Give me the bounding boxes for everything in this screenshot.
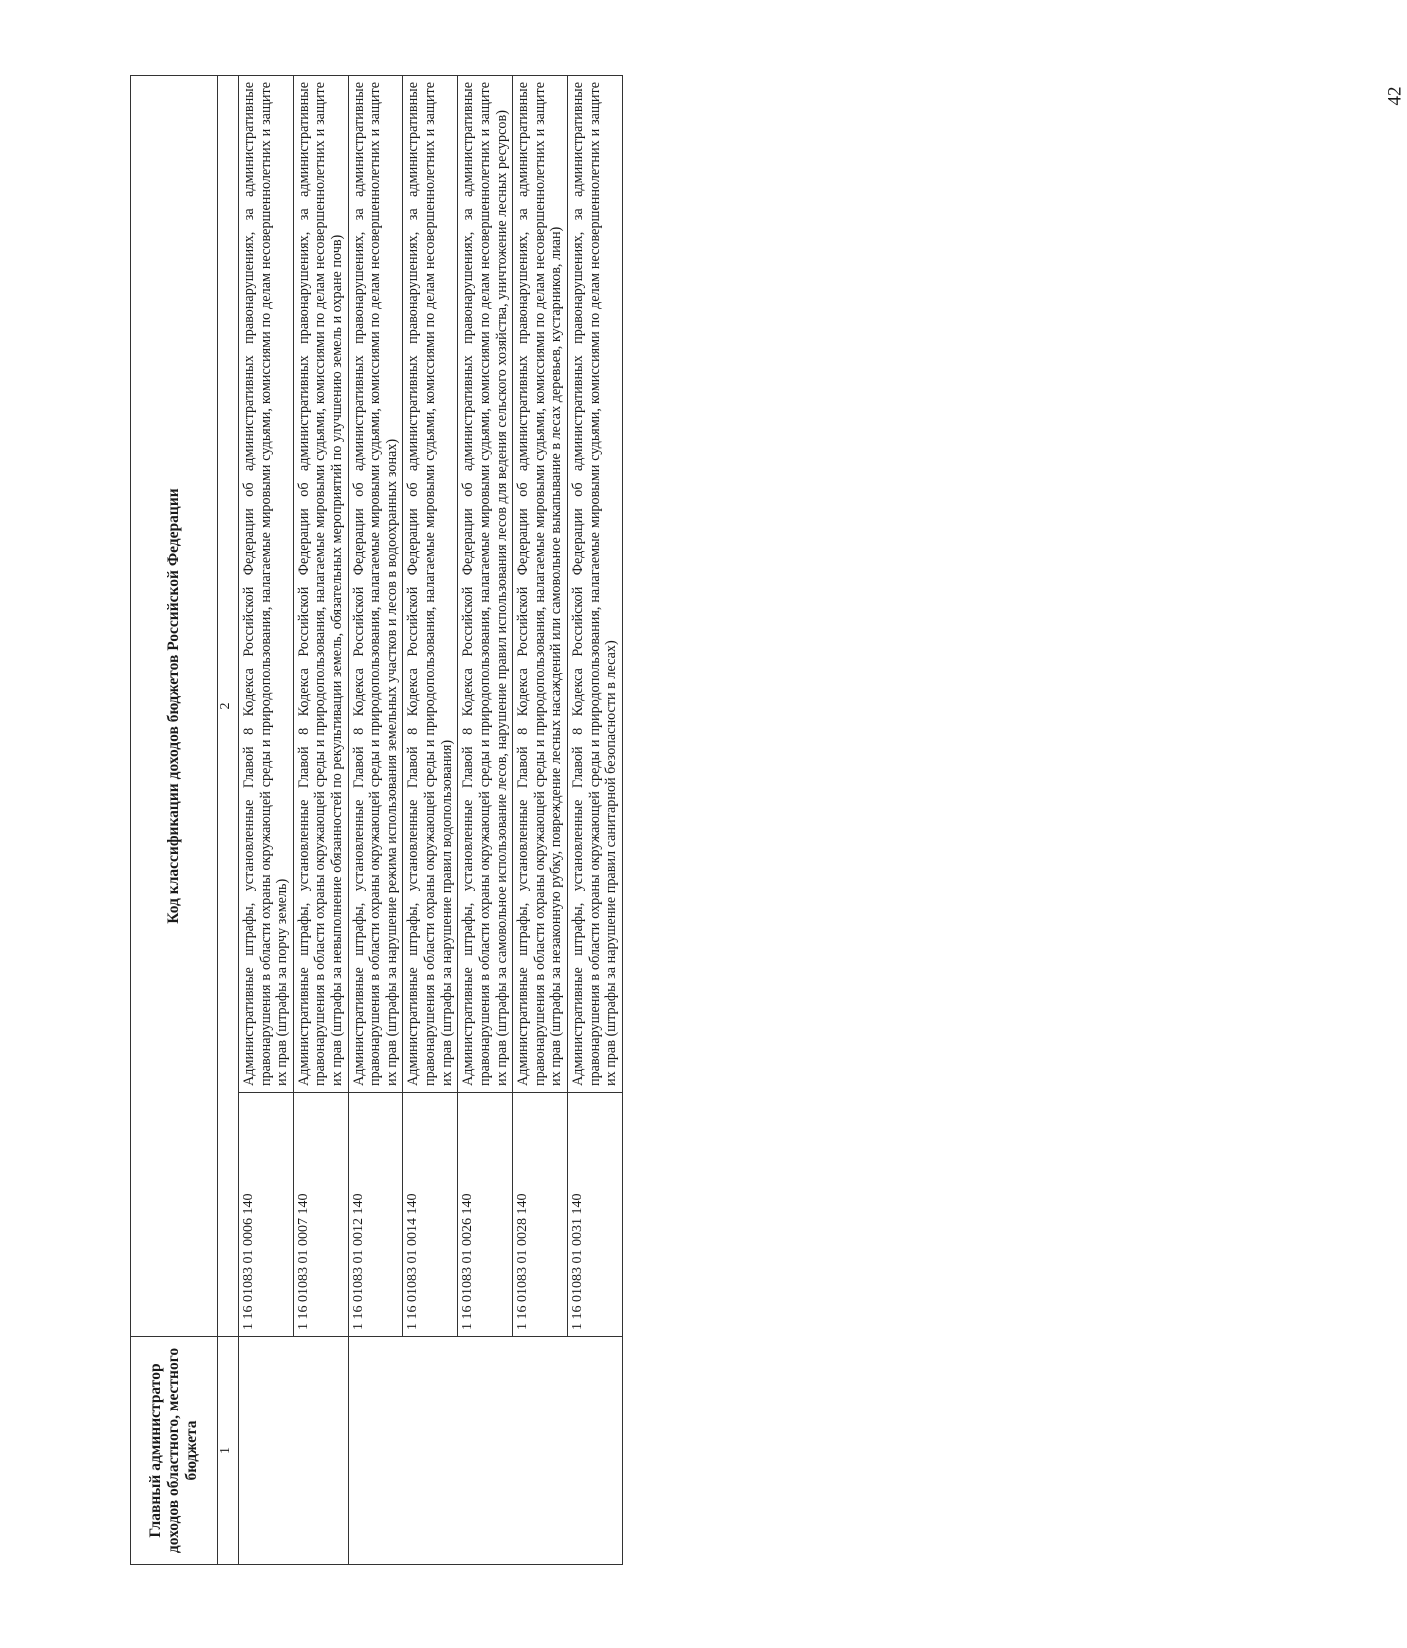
classification-description: Административные штрафы, установленные Главой 8 Кодекса Российской Федерации об административных правонарушениях, за административные правонарушения в области охраны окружающей среды и природопользования, налагаемые мировыми судьями, комиссиями по делам несовершеннолетних и защите их прав (штрафы за невыполнение обязанностей по рекультивации земель, обязательных мероприятий по улучшению земель и охране почв): [293, 76, 348, 1093]
column-number-row: [218, 76, 239, 1565]
classification-code: 1 16 01083 01 0028 140: [513, 1093, 568, 1337]
admin-cell: [239, 1337, 349, 1565]
classification-description: Административные штрафы, установленные Главой 8 Кодекса Российской Федерации об административных правонарушениях, за административные правонарушения в области охраны окружающей среды и природопользования, налагаемые мировыми судьями, комиссиями по делам несовершеннолетних и защите их прав (штрафы за порчу земель): [239, 76, 294, 1093]
classification-code: 1 16 01083 01 0014 140: [403, 1093, 458, 1337]
classification-code: 1 16 01083 01 0026 140: [458, 1093, 513, 1337]
revenue-classification-table: [130, 75, 623, 1565]
classification-description: Административные штрафы, установленные Главой 8 Кодекса Российской Федерации об административных правонарушениях, за административные правонарушения в области охраны окружающей среды и природопользования, налагаемые мировыми судьями, комиссиями по делам несовершеннолетних и защите их прав (штрафы за нарушение правил водопользования): [403, 76, 458, 1093]
classification-code: 1 16 01083 01 0006 140: [239, 1093, 294, 1337]
header-classification: Код классификации доходов бюджетов Российской Федерации: [131, 76, 218, 1337]
header-admin: Главный администратор доходов областного, местного бюджета: [131, 1337, 218, 1565]
table-row: [348, 76, 403, 1565]
column-number-1: 1: [218, 1337, 239, 1565]
column-number-2: 2: [218, 76, 239, 1337]
admin-cell: [348, 1337, 622, 1565]
classification-code: 1 16 01083 01 0007 140: [293, 1093, 348, 1337]
classification-code: 1 16 01083 01 0012 140: [348, 1093, 403, 1337]
classification-description: Административные штрафы, установленные Главой 8 Кодекса Российской Федерации об административных правонарушениях, за административные правонарушения в области охраны окружающей среды и природопользования, налагаемые мировыми судьями, комиссиями по делам несовершеннолетних и защите их прав (штрафы за нарушение режима использования земельных участков и лесов в водоохранных зонах): [348, 76, 403, 1093]
table-header-row: [131, 76, 218, 1565]
classification-description: Административные штрафы, установленные Главой 8 Кодекса Российской Федерации об административных правонарушениях, за административные правонарушения в области охраны окружающей среды и природопользования, налагаемые мировыми судьями, комиссиями по делам несовершеннолетних и защите их прав (штрафы за незаконную рубку, повреждение лесных насаждений или самовольное выкапывание в лесах деревьев, кустарников, лиан): [513, 76, 568, 1093]
classification-description: Административные штрафы, установленные Главой 8 Кодекса Российской Федерации об административных правонарушениях, за административные правонарушения в области охраны окружающей среды и природопользования, налагаемые мировыми судьями, комиссиями по делам несовершеннолетних и защите их прав (штрафы за самовольное использование лесов, нарушение правил использования лесов для ведения сельского хозяйства, уничтожение лесных ресурсов): [458, 76, 513, 1093]
page-number-text: 42: [1384, 86, 1406, 106]
classification-description: Административные штрафы, установленные Главой 8 Кодекса Российской Федерации об административных правонарушениях, за административные правонарушения в области охраны окружающей среды и природопользования, налагаемые мировыми судьями, комиссиями по делам несовершеннолетних и защите их прав (штрафы за нарушение правил санитарной безопасности в лесах): [567, 76, 622, 1093]
rotated-page: [130, 75, 1030, 1565]
classification-code: 1 16 01083 01 0031 140: [567, 1093, 622, 1337]
table-row: [239, 76, 294, 1565]
